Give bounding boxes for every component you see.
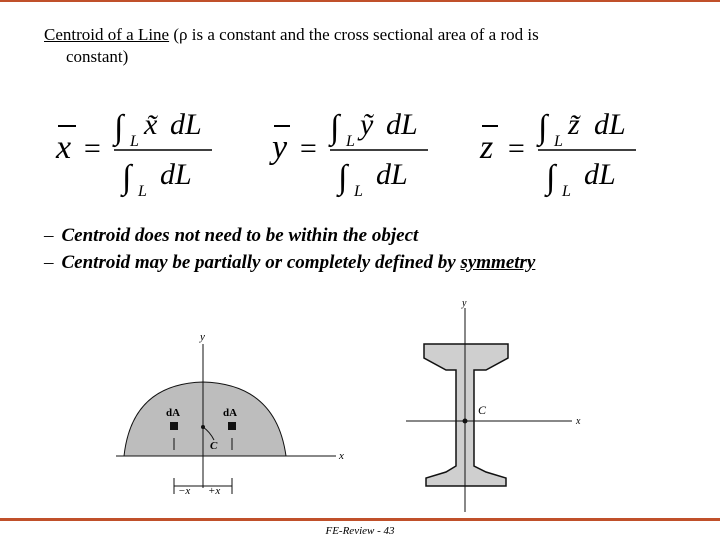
- bullet-1: [44, 222, 535, 249]
- bullet-dash: –: [44, 252, 54, 273]
- eq-z-sub-top: L: [554, 133, 563, 150]
- eq-y-equals: =: [298, 132, 319, 165]
- dA-left-element: [170, 422, 178, 430]
- eq-z-num-dl: dL: [594, 108, 626, 141]
- title-rest: is a constant and the cross sectional area of a rod is: [191, 25, 539, 44]
- eq-y-lhs: y: [272, 129, 288, 166]
- centroid-point: [463, 419, 468, 424]
- i-beam-section: [424, 344, 508, 486]
- slide-footer: FE-Review - 43: [325, 525, 395, 537]
- semicircle-area: [124, 382, 286, 456]
- plus-x-label: +x: [208, 485, 221, 497]
- x-axis-label: x: [576, 416, 581, 427]
- eq-x-equals: =: [82, 132, 103, 165]
- minus-x-label: −x: [178, 485, 191, 497]
- eq-z-integral-top: ∫: [538, 109, 548, 146]
- eq-z-sub-bot: L: [562, 183, 571, 200]
- bullet-dash: –: [44, 225, 54, 246]
- eq-z-equals: =: [506, 132, 527, 165]
- eq-x-integral-top: ∫: [114, 109, 124, 146]
- eq-y-sub-top: L: [346, 133, 355, 150]
- bullet-2: [44, 249, 535, 276]
- dA-right-element: [228, 422, 236, 430]
- centroid-label: C: [210, 440, 218, 452]
- eq-y-num-dl: dL: [386, 108, 418, 141]
- bullet-1-text: Centroid does not need to be within the object: [61, 225, 419, 246]
- eq-z-lhs: z: [480, 129, 494, 166]
- equation-z: [476, 96, 646, 206]
- eq-x-integral-bot: ∫: [122, 159, 132, 196]
- eq-x-lhs: x: [56, 129, 72, 166]
- centroid-label: C: [478, 403, 487, 417]
- dA-right-label: dA: [223, 407, 238, 419]
- eq-x-sub-bot: L: [138, 183, 147, 200]
- x-axis-label: x: [339, 450, 344, 462]
- y-axis-label: y: [462, 298, 467, 309]
- bullet-2-text: Centroid may be partially or completely defined by: [61, 252, 456, 273]
- eq-z-den-dl: dL: [584, 158, 616, 191]
- eq-x-sub-top: L: [130, 133, 139, 150]
- eq-y-integral-top: ∫: [330, 109, 340, 146]
- slide-title: [44, 24, 664, 68]
- eq-y-integral-bot: ∫: [338, 159, 348, 196]
- eq-y-numvar: ỹ: [360, 108, 374, 141]
- equation-x: [52, 96, 222, 206]
- equation-y: [268, 96, 438, 206]
- y-axis-label: y: [200, 331, 205, 343]
- eq-z-integral-bot: ∫: [546, 159, 556, 196]
- bullet-list: [44, 222, 535, 276]
- bottom-rule: [0, 518, 720, 521]
- eq-x-numvar: x̃: [144, 108, 158, 141]
- symmetry-link[interactable]: symmetry: [460, 252, 536, 273]
- top-rule: [0, 0, 720, 2]
- eq-z-numvar: z̃: [568, 108, 580, 141]
- title-rho: (ρ: [173, 25, 188, 44]
- eq-y-sub-bot: L: [354, 183, 363, 200]
- eq-x-num-dl: dL: [170, 108, 202, 141]
- title-underlined: Centroid of a Line: [44, 25, 170, 44]
- eq-y-den-dl: dL: [376, 158, 408, 191]
- title-continuation: constant): [66, 47, 129, 66]
- i-beam-figure: [400, 294, 600, 516]
- dA-left-label: dA: [166, 407, 181, 419]
- eq-x-den-dl: dL: [160, 158, 192, 191]
- symmetric-area-figure: [110, 328, 360, 498]
